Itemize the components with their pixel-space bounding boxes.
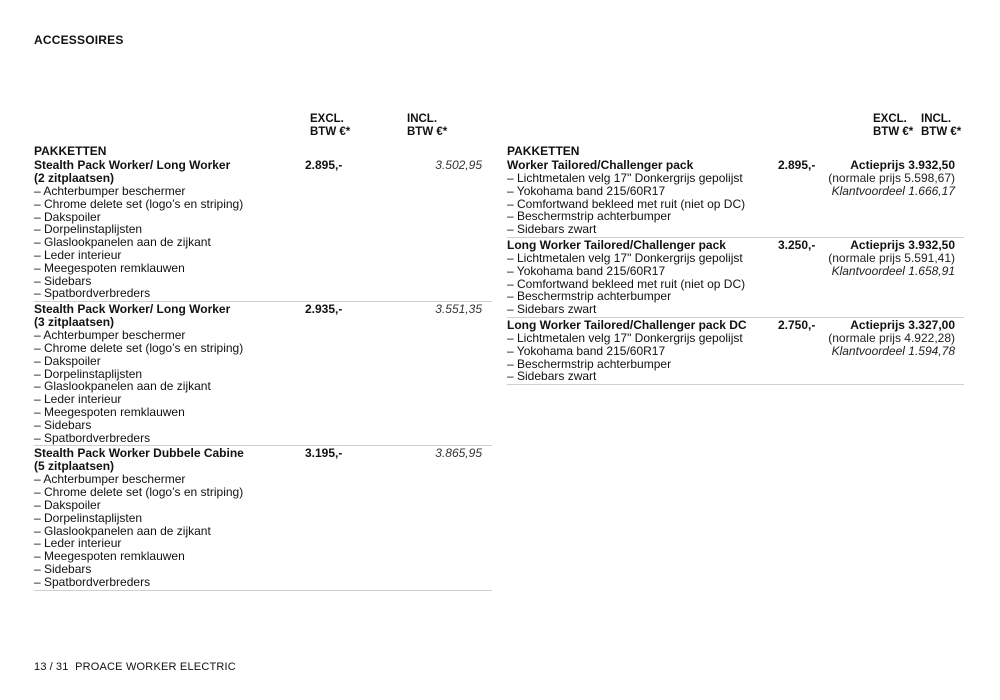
package-title: Long Worker Tailored/Challenger pack [507,237,726,252]
feature-item: – Sidebars zwart [507,369,597,384]
feature-item: – Meegespoten remklauwen [34,260,185,275]
feature-item: – Yokohama band 215/60R17 [507,263,666,278]
price-excl-btw: 3.195,- [305,446,343,461]
feature-item: – Leder interieur [34,536,122,551]
page-separator: / [49,661,53,673]
feature-item: – Yokohama band 215/60R17 [507,183,666,198]
package-item [34,446,492,590]
feature-item: – Chrome delete set (logo’s en striping) [34,340,244,355]
feature-item: – Comfortwand bekleed met ruit (niet op DC) [507,196,746,211]
customer-advantage: Klantvoordeel 1.594,78 [831,343,955,358]
normal-price: (normale prijs 5.598,67) [828,171,955,185]
price-incl-btw [828,239,955,278]
package-item [34,302,492,446]
title-line: (5 zitplaatsen) [34,459,115,474]
price-excl-btw: 2.895,- [778,158,816,172]
feature-item: – Chrome delete set (logo’s en striping) [34,196,244,211]
package-item [34,158,492,302]
package-title [34,303,492,329]
action-price: Actieprijs 3.932,50 [850,237,955,252]
feature-item: – Achterbumper beschermer [34,472,186,487]
package-title: Worker Tailored/Challenger pack [507,158,694,172]
feature-item: – Lichtmetalen velg 17" Donkergrijs gepolijst [507,250,743,265]
feature-item: – Meegespoten remklauwen [34,549,185,564]
feature-item: – Lichtmetalen velg 17" Donkergrijs gepolijst [507,330,743,345]
excl-header-line1: EXCL. [873,113,907,125]
feature-item: – Dorpelinstaplijsten [34,222,143,237]
feature-item: – Dorpelinstaplijsten [34,510,143,525]
feature-item: – Lichtmetalen velg 17" Donkergrijs gepolijst [507,171,743,185]
feature-item: – Spatbordverbreders [34,430,151,445]
right-price-table [507,113,964,385]
package-title: Long Worker Tailored/Challenger pack DC [507,317,747,332]
feature-item: – Glaslookpanelen aan de zijkant [34,235,211,250]
incl-header-line1: INCL. [921,113,952,125]
group-label: PAKKETTEN [34,144,107,158]
price-incl-btw [828,319,955,358]
price-incl-btw: 3.865,95 [435,446,482,461]
feature-item: – Dakspoiler [34,353,101,368]
title-line: Stealth Pack Worker/ Long Worker [34,158,231,172]
excl-btw-header [310,113,350,138]
price-excl-btw: 2.750,- [778,317,816,332]
page-number: 13 [34,661,47,673]
incl-btw-header [921,113,961,138]
incl-btw-header [407,113,447,138]
feature-item: – Dakspoiler [34,209,101,224]
feature-item: – Sidebars [34,417,92,432]
feature-item: – Beschermstrip achterbumper [507,209,672,224]
feature-item: – Achterbumper beschermer [34,328,186,343]
normal-price: (normale prijs 5.591,41) [828,250,955,265]
package-item [507,318,964,385]
feature-item: – Sidebars zwart [507,222,597,237]
price-incl-btw: 3.551,35 [435,302,482,317]
excl-header-line1: EXCL. [310,113,344,125]
price-excl-btw: 3.250,- [778,237,816,252]
feature-list [34,473,492,588]
price-incl-btw [828,159,955,198]
document-title: PROACE WORKER ELECTRIC [75,661,236,673]
package-item [507,158,964,238]
title-line: (2 zitplaatsen) [34,171,115,185]
feature-item: – Beschermstrip achterbumper [507,356,672,371]
excl-header-line2: BTW €* [873,125,914,138]
excl-header-line2: BTW €* [310,125,351,138]
feature-list [34,185,492,300]
feature-item: – Spatbordverbreders [34,286,151,301]
feature-item: – Glaslookpanelen aan de zijkant [34,523,211,538]
customer-advantage: Klantvoordeel 1.658,91 [831,263,955,278]
left-price-table [34,113,492,591]
group-label: PAKKETTEN [507,144,580,158]
feature-item: – Meegespoten remklauwen [34,404,185,419]
feature-item: – Dakspoiler [34,497,101,512]
customer-advantage: Klantvoordeel 1.666,17 [831,184,955,198]
feature-item: – Chrome delete set (logo’s en striping) [34,485,244,500]
feature-item: – Sidebars [34,273,92,288]
normal-price: (normale prijs 4.922,28) [828,330,955,345]
action-price: Actieprijs 3.327,00 [850,317,955,332]
page-footer [34,661,236,673]
feature-item: – Yokohama band 215/60R17 [507,343,666,358]
feature-item: – Glaslookpanelen aan de zijkant [34,379,211,394]
price-incl-btw: 3.502,95 [435,158,482,172]
incl-header-line2: BTW €* [407,125,448,138]
title-line: (3 zitplaatsen) [34,315,115,330]
feature-item: – Leder interieur [34,392,122,407]
price-excl-btw: 2.895,- [305,158,343,172]
feature-item: – Dorpelinstaplijsten [34,366,143,381]
incl-header-line2: BTW €* [921,125,962,138]
package-title [34,159,492,185]
title-line: Stealth Pack Worker/ Long Worker [34,302,231,317]
feature-item: – Achterbumper beschermer [34,184,186,198]
feature-item: – Leder interieur [34,247,122,262]
package-title [34,447,492,473]
package-item [507,238,964,318]
title-line: Stealth Pack Worker Dubbele Cabine [34,446,244,461]
incl-header-line1: INCL. [407,113,438,125]
feature-item: – Sidebars [34,561,92,576]
action-price: Actieprijs 3.932,50 [850,158,955,172]
feature-item: – Comfortwand bekleed met ruit (niet op DC) [507,276,746,291]
column-headers [34,113,492,141]
feature-item: – Spatbordverbreders [34,574,151,589]
feature-item: – Sidebars zwart [507,302,597,317]
column-headers [507,113,964,141]
price-excl-btw: 2.935,- [305,302,343,317]
feature-item: – Beschermstrip achterbumper [507,289,672,304]
feature-list [34,329,492,444]
excl-btw-header [873,113,913,138]
section-title: ACCESSOIRES [34,33,124,47]
page-total: 31 [55,661,69,673]
